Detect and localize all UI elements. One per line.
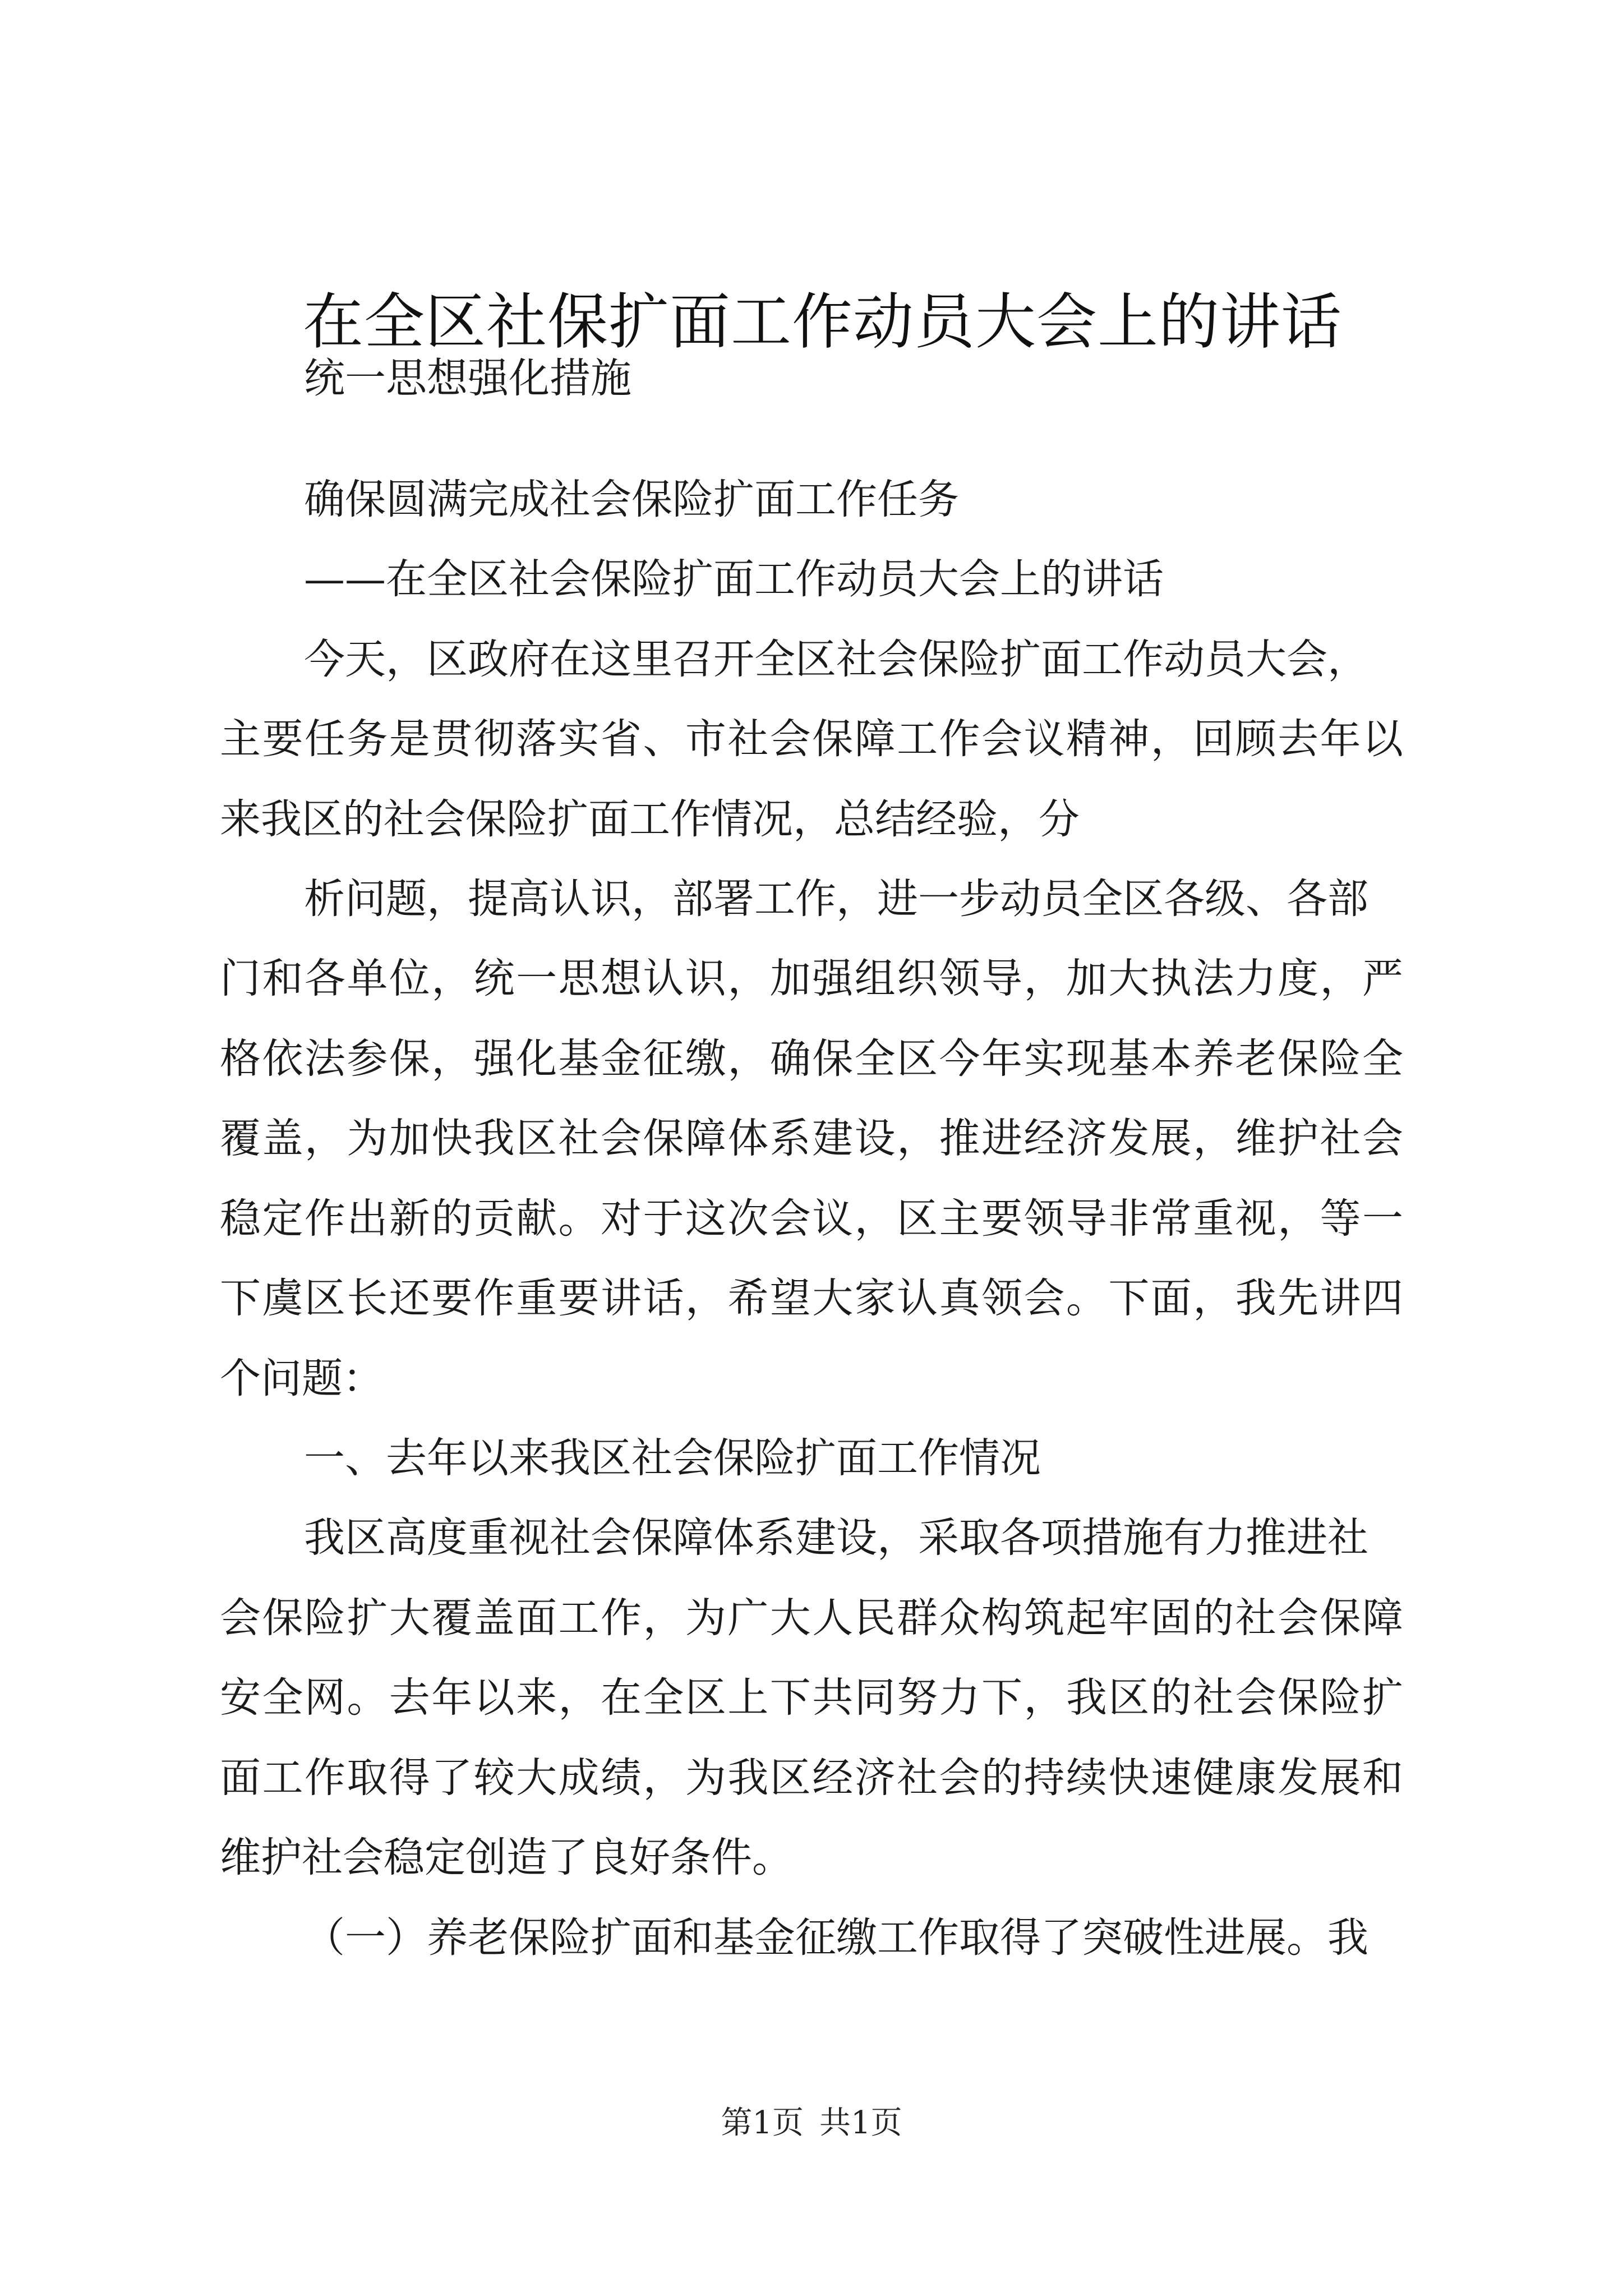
paragraph-line: 面工作取得了较大成绩，为我区经济社会的持续快速健康发展和 — [220, 1754, 1403, 1802]
page-footer — [0, 2101, 1623, 2146]
section-heading: 一、去年以来我区社会保险扩面工作情况 — [304, 1434, 1041, 1482]
paragraph-line: 析问题，提高认识，部署工作，进一步动员全区各级、各部 — [304, 875, 1368, 923]
paragraph-line: 稳定作出新的贡献。对于这次会议，区主要领导非常重视，等一 — [220, 1195, 1403, 1243]
subsection-line: （一）养老保险扩面和基金征缴工作取得了突破性进展。我 — [304, 1914, 1368, 1962]
subtitle-line-3: ——在全区社会保险扩面工作动员大会上的讲话 — [304, 555, 1164, 603]
paragraph-line: 个问题： — [220, 1355, 384, 1402]
paragraph-line: 我区高度重视社会保障体系建设，采取各项措施有力推进社 — [304, 1514, 1368, 1562]
paragraph-line: 维护社会稳定创造了良好条件。 — [220, 1834, 793, 1881]
paragraph-line: 格依法参保，强化基金征缴，确保全区今年实现基本养老保险全 — [220, 1035, 1403, 1083]
subtitle-line-2: 确保圆满完成社会保险扩面工作任务 — [304, 476, 959, 523]
paragraph-line: 今天，区政府在这里召开全区社会保险扩面工作动员大会， — [304, 636, 1368, 683]
paragraph-line: 覆盖，为加快我区社会保障体系建设，推进经济发展，维护社会 — [220, 1115, 1403, 1162]
document-title: 在全区社保扩面工作动员大会上的讲话 — [303, 287, 1343, 357]
paragraph-line: 安全网。去年以来，在全区上下共同努力下，我区的社会保险扩 — [220, 1674, 1403, 1722]
paragraph-line: 门和各单位，统一思想认识，加强组织领导，加大执法力度，严 — [220, 955, 1403, 1002]
paragraph-line: 来我区的社会保险扩面工作情况，总结经验，分 — [220, 795, 1080, 843]
page-number: 第1页 — [721, 2105, 804, 2141]
paragraph-line: 会保险扩大覆盖面工作，为广大人民群众构筑起牢固的社会保障 — [220, 1594, 1403, 1642]
paragraph-line: 主要任务是贯彻落实省、市社会保障工作会议精神，回顾去年以 — [220, 715, 1403, 763]
page-total: 共1页 — [819, 2105, 902, 2141]
paragraph-line: 下虞区长还要作重要讲话，希望大家认真领会。下面，我先讲四 — [220, 1274, 1403, 1322]
subtitle-line-1: 统一思想强化措施 — [304, 355, 631, 402]
